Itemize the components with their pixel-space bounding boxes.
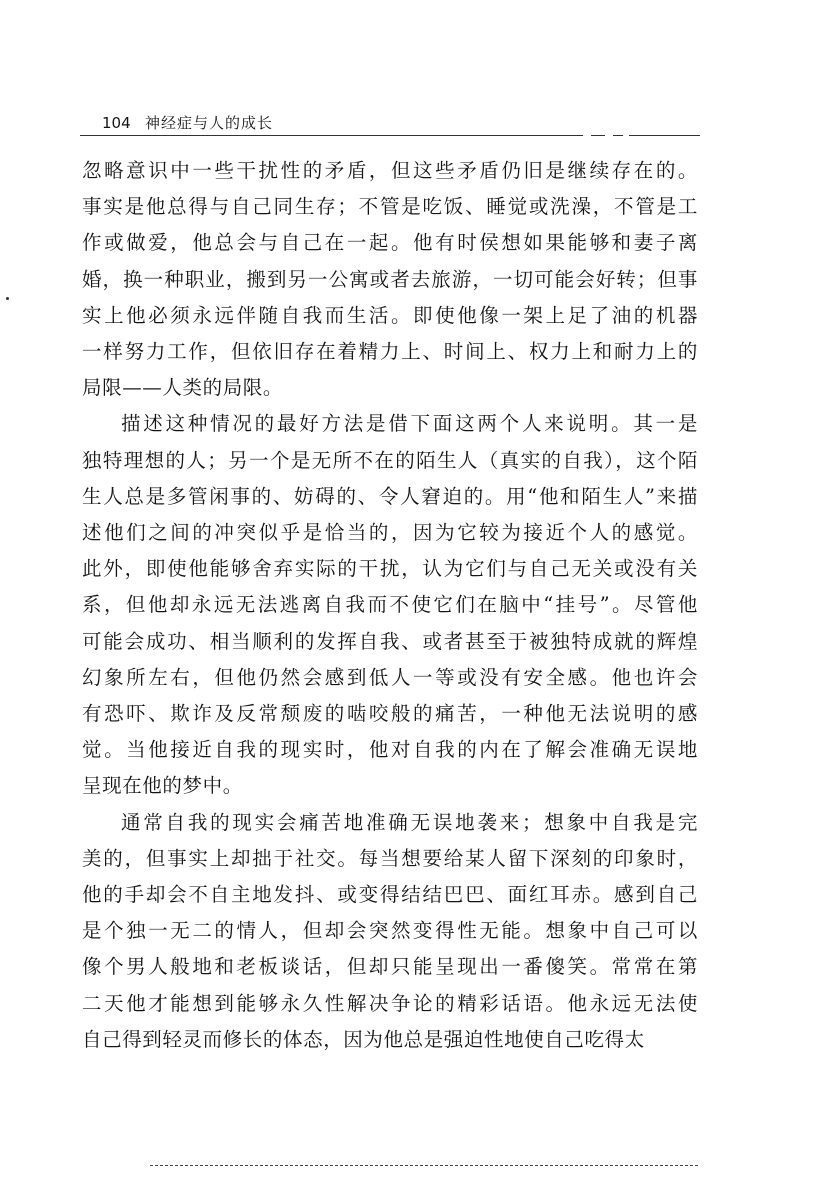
page-number: 104 [102,114,131,132]
text-line: 是个独一无二的情人，但却会突然变得性无能。想象中自己可以 [82,919,698,943]
paragraph [82,805,698,1058]
text-line: 系，但他却永远无法逃离自我而不使它们在脑中“挂号”。尽管他 [82,593,698,617]
text-line: 通常自我的现实会痛苦地准确无误地袭来；想象中自我是完 [121,810,698,834]
text-line: 生人总是多管闲事的、妨碍的、令人窘迫的。用“他和陌生人”来描 [82,484,698,508]
header-rule-gap [583,133,591,138]
text-line: 实上他必须永远伴随自我而生活。即使他像一架上足了油的机器 [82,303,698,327]
text-line: 幻象所左右，但他仍然会感到低人一等或没有安全感。他也许会 [82,665,698,689]
text-line: 局限——人类的局限。 [82,376,284,400]
body-text [82,153,698,1058]
text-line: 有恐吓、欺诈及反常颓废的啮咬般的痛苦，一种他无法说明的感 [82,702,698,726]
text-line: 事实是他总得与自己同生存；不管是吃饭、睡觉或洗澡，不管是工 [82,195,698,219]
text-line: 忽略意识中一些干扰性的矛盾，但这些矛盾仍旧是继续存在的。 [82,159,698,182]
text-line: 一样努力工作，但依旧存在着精力上、时间上、权力上和耐力上的 [82,340,698,364]
footer-rule [150,1165,698,1166]
text-line: 美的，但事实上却拙于社交。每当想要给某人留下深刻的印象时， [82,846,698,870]
text-line: 呈现在他的梦中。 [82,774,243,798]
text-line: 他的手却会不自主地发抖、或变得结结巴巴、面红耳赤。感到自己 [82,883,698,907]
text-line: 此外，即使他能够舍弃实际的干扰，认为它们与自己无关或没有关 [82,557,698,581]
text-line: 独特理想的人；另一个是无所不在的陌生人（真实的自我），这个陌 [82,448,698,472]
text-line: 作或做爱，他总会与自己在一起。他有时侯想如果能够和妻子离 [82,231,698,255]
text-line: 述他们之间的冲突似乎是恰当的，因为它较为接近个人的感觉。 [82,521,698,545]
margin-mark [6,297,9,300]
text-line: 自己得到轻灵而修长的体态，因为他总是强迫性地使自己吃得太 [82,1027,645,1051]
header-rule-gap [623,133,629,138]
text-line: 婚，换一种职业，搬到另一公寓或者去旅游，一切可能会好转；但事 [82,267,698,291]
text-line: 可能会成功、相当顺利的发挥自我、或者甚至于被独特成就的辉煌 [82,629,698,653]
text-line: 描述这种情况的最好方法是借下面这两个人来说明。其一是 [121,412,698,436]
text-line: 像个男人般地和老板谈话，但却只能呈现出一番傻笑。常常在第 [82,955,698,979]
running-head-title: 神经症与人的成长 [145,114,274,132]
header-rule-gap [605,133,613,138]
paragraph [82,406,698,804]
text-line: 觉。当他接近自我的现实时，他对自我的内在了解会准确无误地 [82,738,698,762]
text-line: 二天他才能想到能够永久性解决争论的精彩话语。他永远无法使 [82,991,698,1015]
paragraph [82,153,698,406]
